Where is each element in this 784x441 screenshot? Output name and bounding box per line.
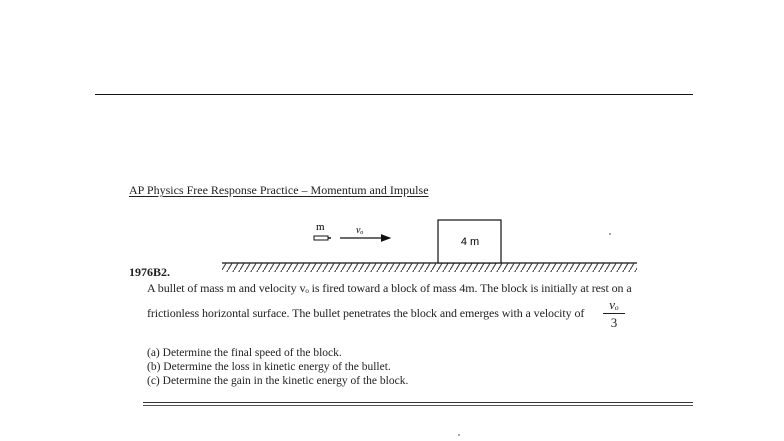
page-header-title: AP Physics Free Response Practice – Momentum and Impulse [129, 183, 429, 197]
bullet-icon [314, 236, 331, 240]
bottom-rule [143, 402, 693, 403]
block-label: 4 m [460, 236, 480, 248]
question-part-b: (b) Determine the loss in kinetic energy of the bullet. [147, 361, 391, 373]
fraction-numerator: vₒ [609, 297, 619, 312]
problem-text-line-1: A bullet of mass m and velocity vₒ is fired toward a block of mass 4m. The block is initially at rest on a [147, 281, 632, 295]
fraction-bar [603, 313, 625, 314]
scan-speck [458, 434, 460, 436]
problem-id: 1976B2. [129, 265, 171, 279]
velocity-fraction [603, 297, 625, 330]
velocity-label: vₒ [356, 225, 364, 236]
ground-surface [222, 263, 637, 272]
bullet-label: m [316, 221, 325, 233]
question-part-a: (a) Determine the final speed of the block. [147, 347, 342, 359]
question-part-c: (c) Determine the gain in the kinetic energy of the block. [147, 375, 409, 387]
fraction-denominator: 3 [610, 315, 618, 330]
scan-speck [609, 233, 611, 235]
problem-text-line-2: frictionless horizontal surface. The bullet penetrates the block and emerges with a velocity of [147, 306, 585, 320]
bottom-rule-double [143, 405, 693, 406]
